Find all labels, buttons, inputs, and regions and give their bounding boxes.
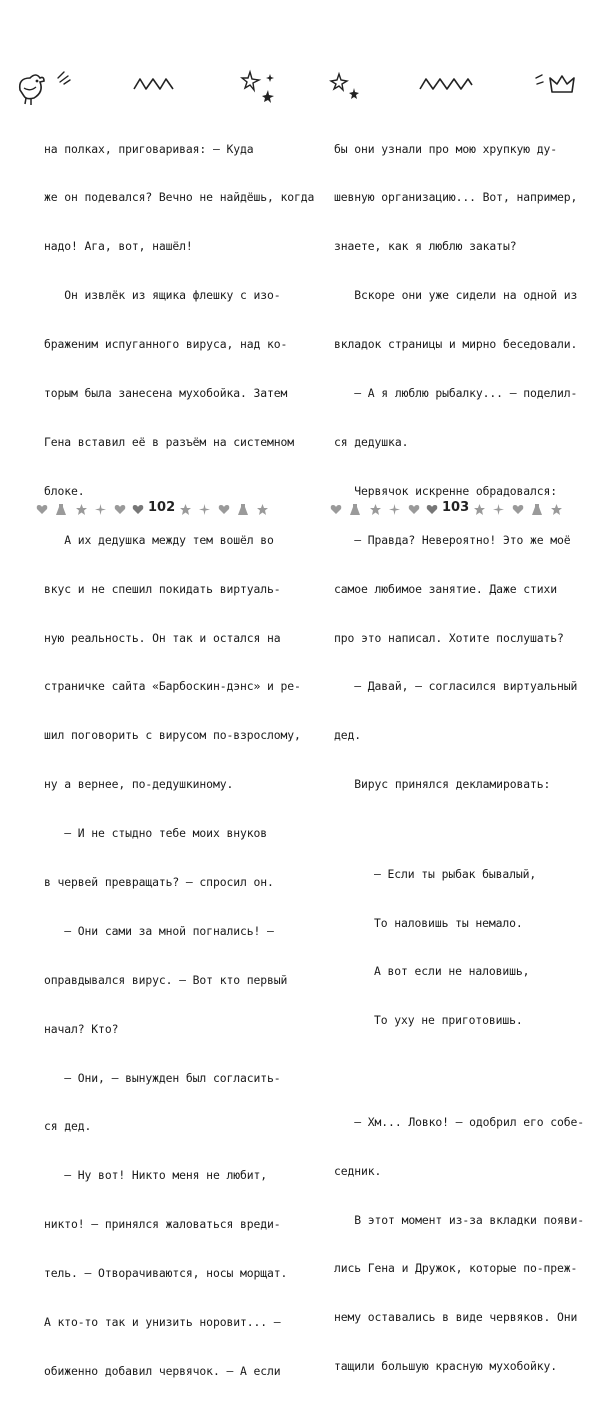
text-line: ную реальность. Он так и остался на: [44, 630, 281, 645]
sparkle-icon: [95, 504, 106, 515]
text-line: дед.: [334, 728, 362, 743]
text-line: Гена вставил её в разъём на системном: [44, 434, 295, 449]
right-footer-ornament: [300, 500, 600, 520]
poem-line: То наловишь ты немало.: [374, 915, 523, 930]
star-icon: [257, 504, 268, 515]
text-line: — Они, — вынужден был согласить-: [44, 1070, 281, 1085]
text-line: — Ну вот! Никто меня не любит,: [44, 1168, 268, 1183]
text-line: страничке сайта «Барбоскин-дэнс» и ре-: [44, 679, 301, 694]
page-number: 103: [442, 500, 470, 515]
heart-icon: [330, 504, 342, 515]
text-line: оправдывался вирус. — Вот кто первый: [44, 972, 288, 987]
text-line: — Правда? Невероятно! Это же моё: [334, 532, 571, 547]
text-line: ся дед.: [44, 1119, 92, 1134]
sparkle-icon: [493, 504, 504, 515]
text-line: вкладок страницы и мирно беседовали.: [334, 337, 578, 352]
star-icon: [370, 504, 381, 515]
text-line: Вскоре они уже сидели на одной из: [334, 288, 578, 303]
right-page: [300, 0, 600, 1374]
text-line: бы они узнали про мою хрупкую ду-: [334, 141, 558, 156]
sparkle-icon: [389, 504, 400, 515]
heart-icon: [218, 504, 230, 515]
text-line: самое любимое занятие. Даже стихи: [334, 581, 558, 596]
text-line: на полках, приговаривая: — Куда: [44, 141, 254, 156]
text-line: ну а вернее, по-дедушкиному.: [44, 777, 234, 792]
sparkle-icon: [199, 504, 210, 515]
text-line: — Давай, — согласился виртуальный: [334, 679, 578, 694]
poem-line: — Если ты рыбак бывалый,: [374, 866, 537, 881]
flask-icon: [238, 504, 248, 515]
zigzag-doodle-icon: [418, 76, 474, 92]
text-line: нему оставались в виде червяков. Они: [334, 1310, 578, 1325]
motion-lines-icon: [56, 68, 72, 86]
stars-doodle-icon: [330, 72, 364, 102]
text-line: в червей превращать? — спросил он.: [44, 874, 274, 889]
zigzag-doodle-icon: [132, 76, 176, 92]
poem-line: А вот если не наловишь,: [374, 964, 530, 979]
text-line: шил поговорить с вирусом по-взрослому,: [44, 728, 301, 743]
text-line: Вирус принялся декламировать:: [334, 777, 551, 792]
heart-icon: [36, 504, 48, 515]
text-line: ся дедушка.: [334, 434, 409, 449]
left-footer-ornament: [0, 500, 300, 520]
flask-icon: [532, 504, 542, 515]
text-line: блоке.: [44, 483, 85, 498]
spacer: [334, 825, 566, 833]
text-line: лись Гена и Дружок, которые по-преж-: [334, 1261, 578, 1276]
text-line: — И не стыдно тебе моих внуков: [44, 826, 268, 841]
heart-icon: [408, 504, 420, 515]
text-line: тащили большую красную мухобойку.: [334, 1359, 558, 1374]
text-line: А их дедушка между тем вошёл во: [44, 532, 274, 547]
flask-icon: [56, 504, 66, 515]
text-line: надо! Ага, вот, нашёл!: [44, 239, 193, 254]
text-line: тель. — Отворачиваются, носы морщат.: [44, 1266, 288, 1281]
page-number: 102: [148, 500, 176, 515]
text-line: шевную организацию... Вот, например,: [334, 190, 578, 205]
text-line: Он извлёк из ящика флешку с изо-: [44, 288, 281, 303]
star-icon: [76, 504, 87, 515]
text-line: браженим испуганного вируса, над ко-: [44, 337, 288, 352]
left-page-text: [44, 108, 315, 1412]
right-header-doodles: [300, 62, 600, 110]
poem-line: То уху не приготовишь.: [374, 1013, 523, 1028]
text-line: вкус и не спешил покидать виртуаль-: [44, 581, 281, 596]
text-line: седник.: [334, 1163, 382, 1178]
text-line: торым была занесена мухобойка. Затем: [44, 386, 288, 401]
text-line: В этот момент из-за вкладки появи-: [334, 1212, 585, 1227]
heart-icon: [114, 504, 126, 515]
text-line: никто! — принялся жаловаться вреди-: [44, 1217, 281, 1232]
flask-icon: [350, 504, 360, 515]
text-line: А кто-то так и унизить норовит... —: [44, 1314, 281, 1329]
text-line: — Они сами за мной погнались! —: [44, 923, 274, 938]
heart-icon: [132, 504, 144, 515]
spacer: [334, 1061, 566, 1081]
star-icon: [474, 504, 485, 515]
star-icon: [551, 504, 562, 515]
text-line: же он подевался? Вечно не найдёшь, когда: [44, 190, 315, 205]
stars-doodle-icon: [240, 68, 280, 108]
right-page-text: [334, 108, 585, 1407]
heart-icon: [512, 504, 524, 515]
text-line: — А я люблю рыбалку... — поделил-: [334, 386, 578, 401]
text-line: начал? Кто?: [44, 1021, 119, 1036]
text-line: знаете, как я люблю закаты?: [334, 239, 517, 254]
text-line: — Хм... Ловко! — одобрил его собе-: [334, 1114, 585, 1129]
bird-doodle-icon: [14, 68, 54, 108]
text-line: Червячок искренне обрадовался:: [334, 483, 558, 498]
text-line: обиженно добавил червячок. — А если: [44, 1363, 281, 1378]
crown-doodle-icon: [534, 72, 580, 96]
star-icon: [180, 504, 191, 515]
left-header-doodles: [0, 62, 300, 110]
heart-icon: [426, 504, 438, 515]
text-line: про это написал. Хотите послушать?: [334, 630, 564, 645]
